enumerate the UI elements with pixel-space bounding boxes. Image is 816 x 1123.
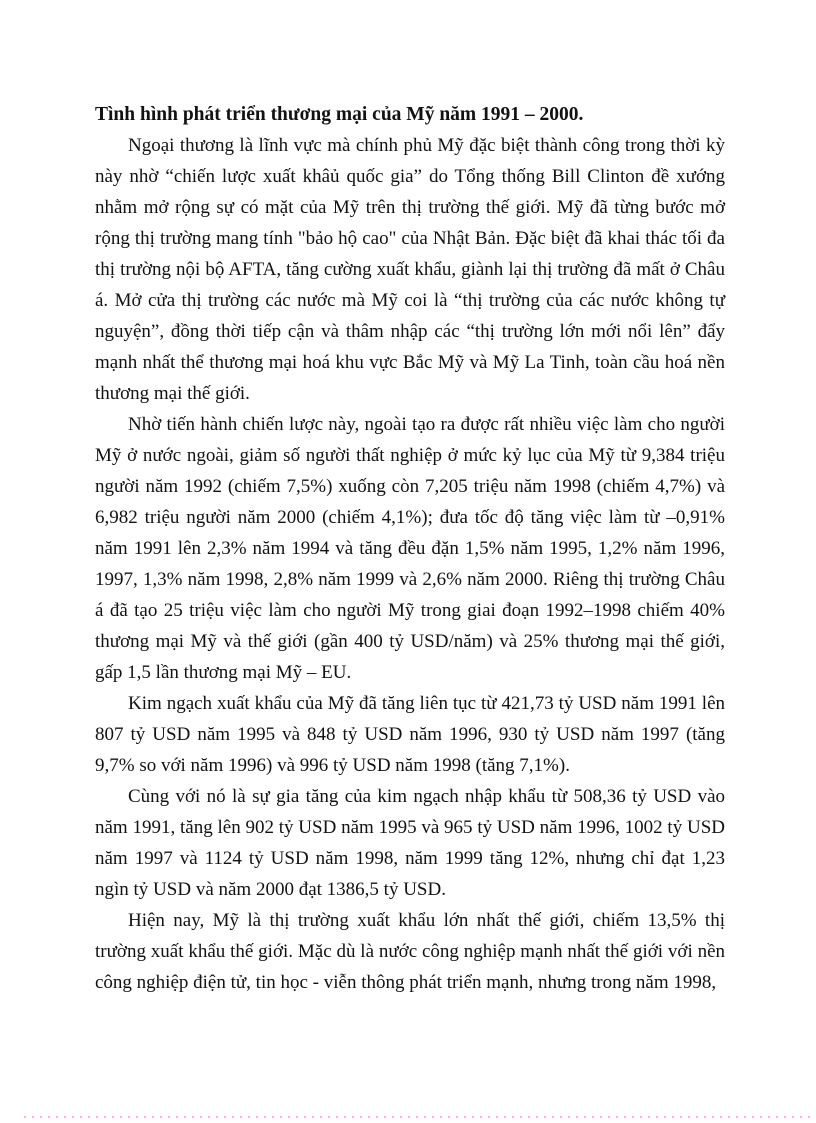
paragraph: Cùng với nó là sự gia tăng của kim ngạch nhập khẩu từ 508,36 tỷ USD vào năm 1991, tăng lên 902 tỷ USD năm 1995 và 965 tỷ USD năm 1996, 1002 tỷ USD năm 1997 và 1124 tỷ USD năm 1998, năm 1999 tăng 12%, nhưng chỉ đạt 1,23 ngìn tỷ USD và năm 2000 đạt 1386,5 tỷ USD. xyxy=(95,786,725,900)
paragraph: Nhờ tiến hành chiến lược này, ngoài tạo ra được rất nhiều việc làm cho người Mỹ ở nước ngoài, giảm số người thất nghiệp ở mức kỷ lục của Mỹ từ 9,384 triệu người năm 1992 (chiếm 7,5%) xuống còn 7,205 triệu năm 1998 (chiếm 4,7%) và 6,982 triệu người năm 2000 (chiếm 4,1%); đưa tốc độ tăng việc làm từ –0,91% năm 1991 lên 2,3% năm 1994 và tăng đều đặn 1,5% năm 1995, 1,2% năm 1996, 1997, 1,3% năm 1998, 2,8% năm 1999 và 2,6% năm 2000. Riêng thị trường Châu á đã tạo 25 triệu việc làm cho người Mỹ trong giai đoạn 1992–1998 chiếm 40% thương mại Mỹ và thế giới (gần 400 tỷ USD/năm) và 25% thương mại thế giới, gấp 1,5 lần thương mại Mỹ – EU. xyxy=(95,414,725,683)
paragraph: Ngoại thương là lĩnh vực mà chính phủ Mỹ đặc biệt thành công trong thời kỳ này nhờ “chiến lược xuất khâủ quốc gia” do Tổng thống Bill Clinton đề xướng nhằm mở rộng sự có mặt của Mỹ trên thị trường thế giới. Mỹ đã từng bước mở rộng thị trường mang tính "bảo hộ cao" của Nhật Bản. Đặc biệt đã khai thác tối đa thị trường nội bộ AFTA, tăng cường xuất khẩu, giành lại thị trường đã mất ở Châu á. Mở cửa thị trường các nước mà Mỹ coi là “thị trường của các nước không tự nguyện”, đồng thời tiếp cận và thâm nhập các “thị trường lớn mới nổi lên” đẩy mạnh nhất thể thương mại hoá khu vực Bắc Mỹ và Mỹ La Tinh, toàn cầu hoá nền thương mại thế giới. xyxy=(95,135,725,404)
document-body xyxy=(95,99,725,998)
paragraph: Hiện nay, Mỹ là thị trường xuất khẩu lớn nhất thế giới, chiếm 13,5% thị trường xuất khẩu thế giới. Mặc dù là nước công nghiệp mạnh nhất thế giới với nền công nghiệp điện tử, tin học - viễn thông phát triển mạnh, nhưng trong năm 1998, xyxy=(95,910,725,993)
document-title: Tình hình phát triển thương mại của Mỹ năm 1991 – 2000. xyxy=(95,104,584,125)
page-bottom-dotted-line xyxy=(24,1116,811,1118)
paragraph: Kim ngạch xuất khẩu của Mỹ đã tăng liên tục từ 421,73 tỷ USD năm 1991 lên 807 tỷ USD năm 1995 và 848 tỷ USD năm 1996, 930 tỷ USD năm 1997 (tăng 9,7% so với năm 1996) và 996 tỷ USD năm 1998 (tăng 7,1%). xyxy=(95,693,725,776)
